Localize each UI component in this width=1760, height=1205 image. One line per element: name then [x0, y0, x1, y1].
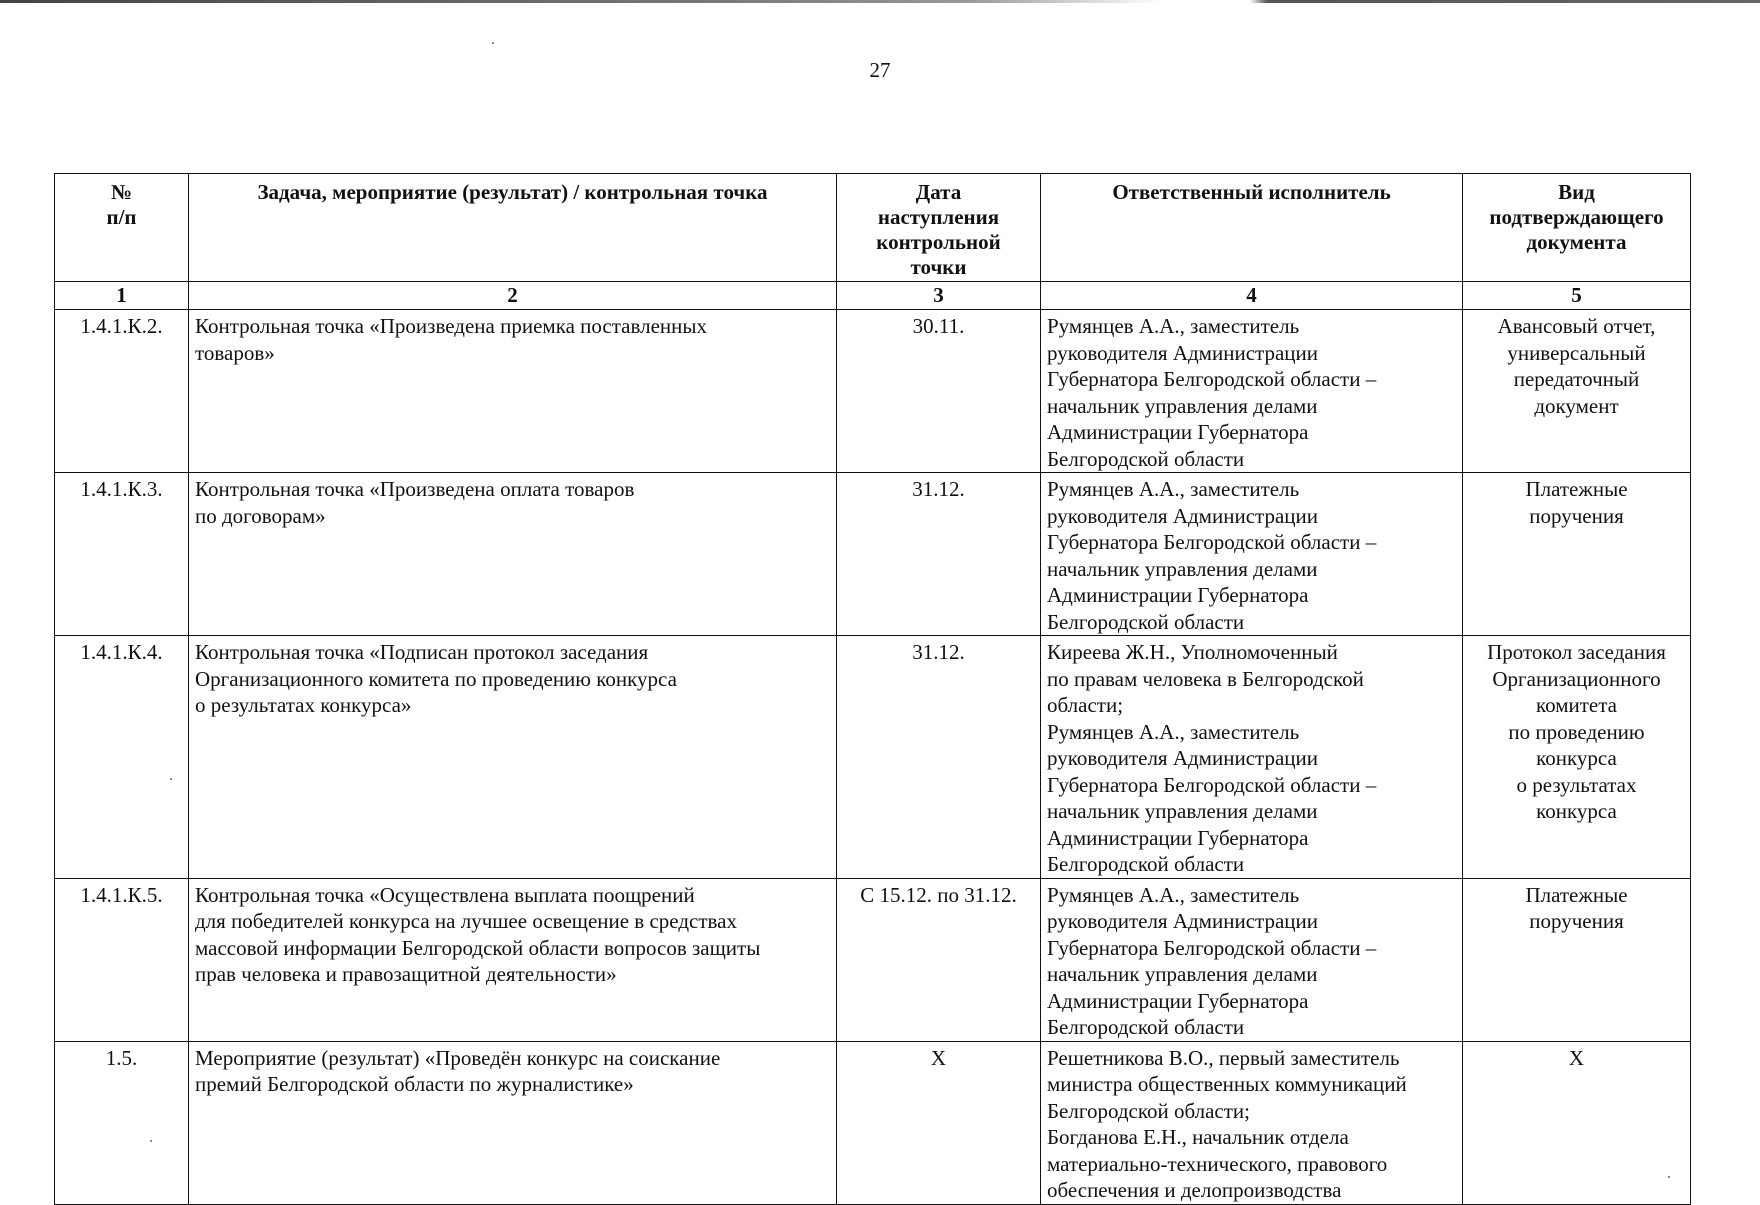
text-line: Платежные [1525, 882, 1628, 907]
column-number: 1 [55, 282, 189, 310]
text-line: Задача, мероприятие (результат) / контрольная точка [257, 180, 768, 204]
text-line: Протокол заседания [1487, 640, 1666, 664]
scan-speck [150, 1140, 152, 1142]
text-line: Мероприятие (результат) «Проведён конкурс на соискание [195, 1045, 721, 1070]
row-responsible [1041, 636, 1463, 879]
text-line: подтверждающего [1489, 205, 1664, 229]
row-document [1463, 636, 1691, 879]
row-task [189, 310, 837, 473]
text-line: начальник управления делами [1047, 799, 1318, 823]
text-line: министра общественных коммуникаций [1047, 1072, 1407, 1096]
table-row [55, 310, 1691, 473]
text-line: премий Белгородской области по журналистике» [195, 1072, 634, 1096]
text-line: материально-технического, правового [1047, 1151, 1388, 1176]
row-date: 31.12. [837, 636, 1041, 879]
row-responsible [1041, 1041, 1463, 1204]
row-task [189, 473, 837, 636]
text-line: Вид [1558, 180, 1595, 204]
text-line: Администрации Губернатора [1047, 825, 1309, 850]
page-number: 27 [869, 58, 891, 82]
text-line: для победителей конкурса на лучшее освещение в средствах [195, 909, 737, 933]
header-number [55, 174, 189, 282]
text-line: Администрации Губернатора [1047, 583, 1309, 607]
table-row [55, 878, 1691, 1041]
row-task [189, 636, 837, 879]
text-line: Дата [915, 180, 962, 204]
row-document [1463, 473, 1691, 636]
text-line: Белгородской области [1047, 609, 1245, 634]
text-line: Авансовый отчет, [1497, 314, 1656, 338]
row-number: 1.4.1.К.4. [55, 636, 189, 879]
text-line: Администрации Губернатора [1047, 420, 1309, 444]
row-task [189, 878, 837, 1041]
text-line: Белгородской области; [1047, 1098, 1251, 1123]
row-task [189, 1041, 837, 1204]
text-line: Белгородской области [1047, 852, 1245, 876]
text-line: Румянцев А.А., заместитель [1047, 477, 1300, 501]
row-date: 30.11. [837, 310, 1041, 473]
text-line: руководителя Администрации [1047, 503, 1318, 528]
text-line: документа [1526, 230, 1627, 254]
column-number: 2 [189, 282, 837, 310]
text-line: обеспечения и делопроизводства [1047, 1178, 1342, 1202]
text-line: поручения [1529, 503, 1624, 528]
text-line: начальник управления делами [1047, 962, 1318, 986]
text-line: Губернатора Белгородской области – [1047, 935, 1377, 960]
row-number: 1.4.1.К.3. [55, 473, 189, 636]
text-line: Организационного [1492, 666, 1661, 691]
column-number: 4 [1041, 282, 1463, 310]
text-line: Губернатора Белгородской области – [1047, 772, 1377, 797]
row-date: Х [837, 1041, 1041, 1204]
row-number: 1.4.1.К.2. [55, 310, 189, 473]
text-line: передаточный [1513, 367, 1640, 391]
text-line: Решетникова В.О., первый заместитель [1047, 1045, 1400, 1070]
text-line: о результатах [1516, 772, 1637, 797]
text-line: о результатах конкурса» [195, 693, 412, 717]
text-line: Белгородской области [1047, 446, 1245, 471]
text-line: контрольной [876, 230, 1001, 254]
header-task [189, 174, 837, 282]
text-line: универсальный [1507, 340, 1646, 365]
text-line: Контрольная точка «Осуществлена выплата поощрений [195, 882, 695, 907]
text-line: документ [1534, 393, 1619, 418]
row-responsible [1041, 473, 1463, 636]
row-date: С 15.12. по 31.12. [837, 878, 1041, 1041]
row-document [1463, 878, 1691, 1041]
text-line: Белгородской области [1047, 1015, 1245, 1039]
text-line: Платежные [1525, 477, 1628, 501]
text-line: конкурса [1536, 799, 1617, 823]
header-responsible [1041, 174, 1463, 282]
scan-speck [170, 778, 172, 780]
text-line: Румянцев А.А., заместитель [1047, 719, 1300, 744]
row-responsible [1041, 878, 1463, 1041]
text-line: точки [910, 255, 967, 279]
column-numbers-row [55, 282, 1691, 310]
scan-border-top [0, 0, 1760, 3]
text-line: Богданова Е.Н., начальник отдела [1047, 1125, 1349, 1149]
text-line: Ответственный исполнитель [1112, 180, 1391, 204]
row-document [1463, 310, 1691, 473]
text-line: Киреева Ж.Н., Уполномоченный [1047, 640, 1338, 664]
text-line: области; [1047, 693, 1124, 717]
text-line: Румянцев А.А., заместитель [1047, 314, 1300, 338]
column-number: 5 [1463, 282, 1691, 310]
row-document [1463, 1041, 1691, 1204]
text-line: комитета [1535, 693, 1618, 717]
text-line: Губернатора Белгородской области – [1047, 367, 1377, 391]
text-line: по договорам» [195, 503, 326, 528]
text-line: руководителя Администрации [1047, 746, 1318, 770]
control-points-table [54, 173, 1691, 1205]
text-line: Контрольная точка «Произведена оплата товаров [195, 477, 635, 501]
text-line: Х [1568, 1045, 1585, 1070]
text-line: поручения [1529, 909, 1624, 933]
column-number: 3 [837, 282, 1041, 310]
table-row [55, 1041, 1691, 1204]
text-line: руководителя Администрации [1047, 909, 1318, 933]
table-header-row [55, 174, 1691, 282]
row-number: 1.4.1.К.5. [55, 878, 189, 1041]
text-line: № [110, 180, 133, 204]
text-line: Организационного комитета по проведению конкурса [195, 666, 677, 691]
text-line: массовой информации Белгородской области вопросов защиты [195, 935, 761, 960]
text-line: Контрольная точка «Подписан протокол заседания [195, 640, 649, 664]
text-line: п/п [106, 205, 137, 229]
text-line: Румянцев А.А., заместитель [1047, 882, 1300, 907]
scan-speck [1668, 1176, 1670, 1178]
text-line: Губернатора Белгородской области – [1047, 530, 1377, 554]
text-line: прав человека и правозащитной деятельности» [195, 962, 617, 986]
text-line: начальник управления делами [1047, 393, 1318, 418]
text-line: начальник управления делами [1047, 556, 1318, 581]
header-document [1463, 174, 1691, 282]
table-row [55, 636, 1691, 879]
text-line: по правам человека в Белгородской [1047, 666, 1364, 691]
text-line: Контрольная точка «Произведена приемка поставленных [195, 314, 708, 338]
text-line: товаров» [195, 340, 275, 365]
text-line: конкурса [1536, 746, 1617, 770]
text-line: руководителя Администрации [1047, 340, 1318, 365]
row-number: 1.5. [55, 1041, 189, 1204]
text-line: Администрации Губернатора [1047, 988, 1309, 1013]
header-date [837, 174, 1041, 282]
scan-speck [492, 42, 494, 44]
row-responsible [1041, 310, 1463, 473]
row-date: 31.12. [837, 473, 1041, 636]
text-line: наступления [877, 205, 1000, 229]
text-line: по проведению [1508, 719, 1645, 744]
table-row [55, 473, 1691, 636]
